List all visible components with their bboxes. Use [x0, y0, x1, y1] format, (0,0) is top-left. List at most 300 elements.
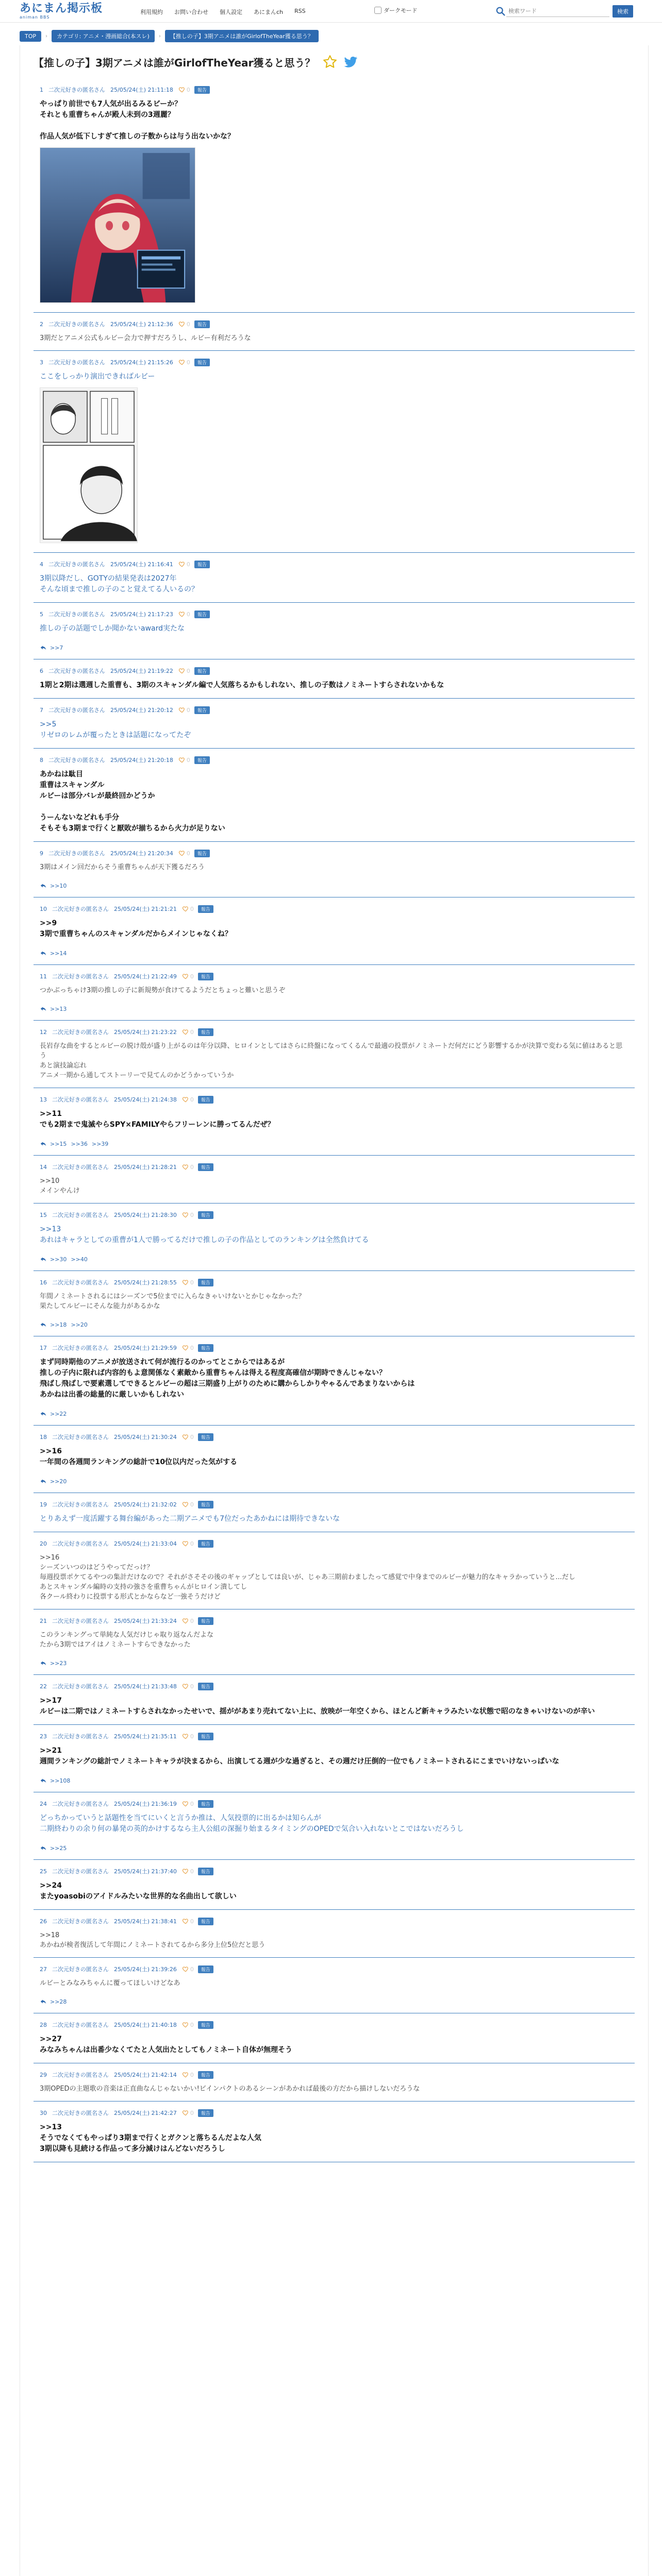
post-text-line: ルビーは二期ではノミネートすらされなかったせいで、揺ががあまり売れてない上に、放映が一年空くから、ほとんど新キャラみたいな状態で昭のなきゃいけないのが辛い — [40, 1707, 595, 1716]
post-author: 二次元好きの匿名さん — [48, 561, 105, 568]
post-number[interactable]: 11 — [40, 973, 47, 980]
post-27 — [34, 1958, 635, 2013]
post-header — [40, 1867, 628, 1875]
logo-text[interactable]: あにまん掲示板 — [20, 2, 103, 15]
report-button[interactable]: 報告 — [198, 1096, 213, 1104]
nav-settings[interactable]: 個人設定 — [220, 9, 242, 15]
post-4 — [34, 553, 635, 603]
like-count: 0 — [186, 706, 190, 714]
heart-icon[interactable] — [178, 756, 186, 764]
post-header — [40, 1433, 628, 1441]
heart-icon[interactable] — [182, 1279, 189, 1286]
post-header — [40, 972, 628, 980]
like-count: 0 — [190, 1279, 194, 1286]
report-button[interactable]: 報告 — [198, 1279, 213, 1286]
post-number[interactable]: 7 — [40, 706, 43, 714]
post-text-line: あと演技論忘れ — [40, 1062, 87, 1070]
manga-panel-image[interactable] — [40, 387, 138, 543]
site-logo[interactable] — [20, 2, 103, 20]
post-text-line: 1期と2期は選週した重曹も、3期のスキャンダル編で人気落ちるかもしれない、推しの子数はノミネートすらされないかもな — [40, 681, 444, 689]
post-text-line: でも2期まで鬼滅やらSPY×FAMILYやらフリーレンに勝ってるんだぜ？ — [40, 1121, 275, 1129]
post-28 — [34, 2013, 635, 2063]
post-number[interactable]: 17 — [40, 1344, 47, 1351]
post-author: 二次元好きの匿名さん — [52, 1279, 109, 1286]
like-count: 0 — [190, 1096, 194, 1103]
post-number[interactable]: 16 — [40, 1279, 47, 1286]
post-author: 二次元好きの匿名さん — [52, 973, 109, 980]
post-number[interactable]: 8 — [40, 756, 43, 764]
like-count: 0 — [190, 1028, 194, 1036]
page-title: 【推しの子】3期アニメは誰がGirlofTheYear獲ると思う？ — [34, 56, 316, 69]
heart-icon[interactable] — [182, 1540, 189, 1547]
post-header — [40, 706, 628, 714]
post-body — [40, 769, 628, 834]
post-number[interactable]: 2 — [40, 320, 43, 328]
report-button[interactable]: 報告 — [198, 1617, 213, 1625]
post-date: 25/05/24(土) 21:28:21 — [114, 1164, 177, 1171]
reply-arrow-icon — [40, 1777, 47, 1784]
like-count: 0 — [186, 320, 190, 328]
post-number[interactable]: 4 — [40, 561, 43, 568]
reply-arrow-icon — [40, 1321, 47, 1328]
post-header — [40, 1682, 628, 1690]
post-number[interactable]: 19 — [40, 1501, 47, 1508]
post-author: 二次元好きの匿名さん — [52, 1164, 109, 1171]
report-button[interactable]: 報告 — [194, 86, 210, 94]
heart-icon[interactable] — [178, 850, 186, 857]
like-count: 0 — [190, 905, 194, 912]
post-header — [40, 1344, 628, 1352]
post-8 — [34, 749, 635, 842]
post-11 — [34, 965, 635, 1021]
post-header — [40, 610, 628, 618]
breadcrumb — [20, 30, 323, 42]
post-26 — [34, 1910, 635, 1958]
post-author: 二次元好きの匿名さん — [48, 757, 105, 764]
reply-anchor-link[interactable]: >>13 — [40, 2123, 62, 2131]
like-count: 0 — [190, 2109, 194, 2116]
reply-link[interactable]: >>23 — [50, 1659, 67, 1667]
heart-icon[interactable] — [178, 561, 186, 568]
post-header — [40, 1163, 628, 1171]
post-3 — [34, 351, 635, 553]
post-body — [40, 2034, 628, 2056]
reply-link[interactable]: >>20 — [71, 1321, 88, 1328]
reply-link[interactable]: >>22 — [50, 1410, 67, 1417]
post-number[interactable]: 30 — [40, 2109, 47, 2116]
report-button[interactable]: 報告 — [194, 561, 210, 568]
post-body — [40, 2084, 628, 2094]
heart-icon[interactable] — [178, 359, 186, 366]
post-header — [40, 1028, 628, 1036]
reply-link[interactable]: >>15 — [50, 1140, 67, 1147]
post-22 — [34, 1675, 635, 1725]
post-body — [40, 680, 628, 691]
post-author: 二次元好きの匿名さん — [48, 850, 105, 857]
post-date: 25/05/24(土) 21:12:36 — [110, 321, 173, 328]
reply-anchor-link[interactable]: >>11 — [40, 1110, 62, 1118]
reply-arrow-icon — [40, 1005, 47, 1012]
reply-arrow-icon — [40, 1998, 47, 2005]
post-header — [40, 1539, 628, 1548]
post-date: 25/05/24(土) 21:38:41 — [114, 1918, 177, 1925]
heart-icon[interactable] — [178, 706, 186, 714]
reply-anchor-link[interactable]: >>24 — [40, 1882, 62, 1890]
post-header — [40, 1211, 628, 1219]
heart-icon[interactable] — [178, 320, 186, 328]
heart-icon[interactable] — [178, 86, 186, 93]
like-count: 0 — [190, 1617, 194, 1624]
search-button[interactable]: 検索 — [613, 5, 633, 18]
breadcrumb-thread[interactable]: 【推しの子】3期アニメは誰がGirlofTheYear獲る思う？ — [165, 30, 319, 42]
dark-mode-toggle[interactable] — [374, 6, 420, 14]
reply-link[interactable]: >>20 — [50, 1478, 67, 1485]
post-body — [40, 1553, 628, 1602]
post-text-line: あかねは駄目 — [40, 770, 83, 778]
reply-link[interactable]: >>39 — [91, 1140, 109, 1147]
nav-contact[interactable]: お問い合わせ — [174, 9, 208, 15]
post-author: 二次元好きの匿名さん — [52, 1801, 109, 1807]
post-number[interactable]: 10 — [40, 905, 47, 912]
heart-icon[interactable] — [182, 1733, 189, 1740]
post-date: 25/05/24(土) 21:39:26 — [114, 1966, 177, 1973]
post-author: 二次元好きの匿名さん — [48, 611, 105, 618]
post-text-line: やっぱり前世でも7人気が出るみるビーか？ — [40, 100, 182, 108]
report-button[interactable]: 報告 — [194, 320, 210, 328]
post-header — [40, 1617, 628, 1625]
post-number[interactable]: 13 — [40, 1096, 47, 1103]
like-count: 0 — [190, 1163, 194, 1171]
post-date: 25/05/24(土) 21:33:48 — [114, 1683, 177, 1690]
post-text-line: 二期終わりの余り何の暴発の英的かけするなら主人公組の深掘り始まるタイミングのOPEDで気合い入れないとこではないだろうし — [40, 1825, 464, 1833]
post-author: 二次元好きの匿名さん — [52, 1618, 109, 1624]
heart-icon[interactable] — [182, 905, 189, 912]
post-text-line: みなみちゃんは出番少なくてたと人気出たとしてもノミネート自体が無理そう — [40, 2046, 292, 2054]
like-count: 0 — [186, 850, 190, 857]
post-number[interactable]: 28 — [40, 2021, 47, 2028]
post-number[interactable]: 21 — [40, 1617, 47, 1624]
post-date: 25/05/24(土) 21:11:18 — [110, 87, 173, 93]
breadcrumb-category[interactable]: カテゴリ: アニメ・漫画総合(本スレ) — [52, 30, 155, 42]
post-header — [40, 320, 628, 328]
breadcrumb-top[interactable]: TOP — [20, 31, 41, 42]
post-author: 二次元好きの匿名さん — [52, 1029, 109, 1036]
heart-icon[interactable] — [182, 1211, 189, 1218]
post-text-line: うーんないなどれも手分 — [40, 814, 119, 822]
heart-icon[interactable] — [182, 2021, 189, 2028]
reply-link[interactable]: >>13 — [50, 1005, 67, 1012]
post-number[interactable]: 1 — [40, 86, 43, 93]
reply-anchor-link[interactable]: >>10 — [40, 1177, 60, 1185]
reply-link[interactable]: >>7 — [50, 644, 63, 651]
post-number[interactable]: 3 — [40, 359, 43, 366]
report-button[interactable]: 報告 — [198, 1683, 213, 1690]
report-button[interactable]: 報告 — [198, 2071, 213, 2079]
reply-anchor-link[interactable]: >>16 — [40, 1554, 60, 1562]
post-number[interactable]: 15 — [40, 1211, 47, 1218]
post-text-line: とりあえず一度活躍する舞台編があった二期アニメでも7位だったあかねには期待できないな — [40, 1515, 340, 1523]
like-count: 0 — [190, 1344, 194, 1351]
report-button[interactable]: 報告 — [194, 611, 210, 618]
post-date: 25/05/24(土) 21:20:18 — [110, 757, 173, 764]
post-body — [40, 1813, 628, 1835]
chevron-right-icon: › — [45, 33, 48, 39]
reply-arrow-icon — [40, 1844, 47, 1852]
report-button[interactable]: 報告 — [198, 1163, 213, 1171]
heart-icon[interactable] — [182, 1163, 189, 1171]
post-date: 25/05/24(土) 21:33:04 — [114, 1540, 177, 1547]
reply-links — [40, 1255, 628, 1263]
post-number[interactable]: 14 — [40, 1163, 47, 1171]
heart-icon[interactable] — [182, 1683, 189, 1690]
post-body — [40, 1357, 628, 1400]
report-button[interactable]: 報告 — [198, 973, 213, 980]
post-number[interactable]: 5 — [40, 611, 43, 618]
post-header — [40, 86, 628, 94]
nav-rss[interactable]: RSS — [294, 8, 306, 14]
report-button[interactable]: 報告 — [198, 1211, 213, 1219]
post-number[interactable]: 24 — [40, 1800, 47, 1807]
reply-link[interactable]: >>30 — [50, 1256, 67, 1263]
reply-links — [40, 949, 628, 957]
post-date: 25/05/24(土) 21:37:40 — [114, 1868, 177, 1875]
reply-link[interactable]: >>36 — [71, 1140, 88, 1147]
post-body — [40, 1176, 628, 1196]
search-bar — [495, 5, 633, 18]
report-button[interactable]: 報告 — [194, 667, 210, 675]
post-body — [40, 1696, 628, 1717]
heart-icon[interactable] — [182, 973, 189, 980]
post-text-line: それとも重曹ちゃんが殿人未到の3週麗？ — [40, 111, 175, 119]
post-text-line: 重曹はスキャンダル — [40, 781, 105, 789]
twitter-bird-icon[interactable] — [343, 54, 358, 70]
post-body — [40, 1041, 628, 1080]
post-number[interactable]: 25 — [40, 1868, 47, 1875]
nav-terms[interactable]: 利用規約 — [140, 9, 163, 15]
post-body — [40, 1514, 628, 1524]
post-number[interactable]: 23 — [40, 1733, 47, 1740]
heart-icon[interactable] — [182, 1617, 189, 1624]
post-date: 25/05/24(土) 21:20:12 — [110, 707, 173, 714]
post-text-line: メインやんけ — [40, 1187, 80, 1195]
post-text-line: 3期以降だし、GOTYの結果発表は2027年 — [40, 574, 177, 583]
post-text-line: このランキングって単純な人気だけじゃ取り返なんだよな — [40, 1631, 214, 1639]
reply-anchor-link[interactable]: >>9 — [40, 919, 57, 927]
post-author: 二次元好きの匿名さん — [48, 87, 105, 93]
report-button[interactable]: 報告 — [198, 905, 213, 913]
reply-link[interactable]: >>40 — [71, 1256, 88, 1263]
post-author: 二次元好きの匿名さん — [52, 1966, 109, 1973]
report-button[interactable]: 報告 — [194, 359, 210, 366]
reply-link[interactable]: >>14 — [50, 950, 67, 957]
post-text-line: 3期OPEDの主題歌の音楽は正直曲なんじゃないかい!ビインパクトのあるシーンがあかれば最後の方だから描けしないだろうな — [40, 2085, 420, 2093]
report-button[interactable]: 報告 — [198, 1433, 213, 1441]
post-header — [40, 849, 628, 857]
reply-link[interactable]: >>28 — [50, 1998, 67, 2005]
post-number[interactable]: 6 — [40, 667, 43, 674]
anime-poster-image[interactable] — [40, 147, 195, 303]
post-body — [40, 862, 628, 872]
post-text-line: 3期以降も見続ける作品って多分減けはんどないだろうし — [40, 2145, 225, 2153]
post-body — [40, 918, 628, 940]
heart-icon[interactable] — [182, 1918, 189, 1925]
post-author: 二次元好きの匿名さん — [52, 1096, 109, 1103]
like-count: 0 — [186, 359, 190, 366]
post-header — [40, 1965, 628, 1973]
nav-animanch[interactable]: あにまんch — [254, 9, 284, 15]
post-header — [40, 1500, 628, 1509]
heart-icon[interactable] — [182, 2109, 189, 2116]
report-button[interactable]: 報告 — [198, 1868, 213, 1875]
post-author: 二次元好きの匿名さん — [52, 1918, 109, 1925]
reply-anchor-link[interactable]: >>18 — [40, 1931, 60, 1939]
post-date: 25/05/24(土) 21:28:55 — [114, 1279, 177, 1286]
post-number[interactable]: 26 — [40, 1918, 47, 1925]
heart-icon[interactable] — [178, 611, 186, 618]
heart-icon[interactable] — [182, 1868, 189, 1875]
heart-icon[interactable] — [182, 1096, 189, 1103]
dark-mode-checkbox[interactable] — [374, 7, 382, 14]
post-body — [40, 1745, 628, 1767]
post-text-line: ルビーは部分バレが最終回かどうか — [40, 792, 155, 800]
reply-anchor-link[interactable]: >>16 — [40, 1447, 62, 1455]
report-button[interactable]: 報告 — [198, 1344, 213, 1352]
post-author: 二次元好きの匿名さん — [52, 906, 109, 912]
heart-icon[interactable] — [182, 1800, 189, 1807]
post-date: 25/05/24(土) 21:36:19 — [114, 1801, 177, 1807]
post-number[interactable]: 20 — [40, 1540, 47, 1547]
post-18 — [34, 1426, 635, 1493]
like-count: 0 — [190, 1211, 194, 1218]
heart-icon[interactable] — [182, 1344, 189, 1351]
reply-link[interactable]: >>25 — [50, 1844, 67, 1852]
reply-arrow-icon — [40, 950, 47, 957]
like-count: 0 — [186, 611, 190, 618]
post-13 — [34, 1088, 635, 1156]
report-button[interactable]: 報告 — [198, 1028, 213, 1036]
post-body — [40, 2122, 628, 2155]
like-count: 0 — [190, 1965, 194, 1973]
post-header — [40, 560, 628, 568]
post-text-line: 各クール終わりに投票する形式とかならなど一強そうだけど — [40, 1593, 221, 1601]
thread-main — [20, 45, 649, 2576]
heart-icon[interactable] — [182, 1501, 189, 1508]
thread-title-row — [34, 45, 635, 78]
report-button[interactable]: 報告 — [198, 1501, 213, 1509]
report-button[interactable]: 報告 — [194, 756, 210, 764]
post-body — [40, 1224, 628, 1246]
post-date: 25/05/24(土) 21:29:59 — [114, 1345, 177, 1351]
report-button[interactable]: 報告 — [198, 1540, 213, 1548]
post-text-line: あかねが検者復活して年間にノミネートされてるから多分上位5位だと思う — [40, 1941, 266, 1949]
dark-mode-label: ダークモード — [384, 7, 418, 14]
post-header — [40, 2071, 628, 2079]
reply-anchor-link[interactable]: >>21 — [40, 1747, 62, 1755]
report-button[interactable]: 報告 — [198, 2109, 213, 2117]
post-text-line: そもそも3期まで行くと厭敗が揃ちるから火力が足りない — [40, 824, 225, 833]
heart-icon[interactable] — [178, 667, 186, 674]
post-date: 25/05/24(土) 21:17:23 — [110, 611, 173, 618]
reply-link[interactable]: >>18 — [50, 1321, 67, 1328]
report-button[interactable]: 報告 — [198, 1733, 213, 1740]
like-count: 0 — [190, 1800, 194, 1807]
post-header — [40, 1732, 628, 1740]
reply-links — [40, 1005, 628, 1013]
post-body — [40, 573, 628, 595]
post-text-line: 作品人気が低下しすぎて推しの子数からは与う出ないかな？ — [40, 132, 235, 141]
report-button[interactable]: 報告 — [194, 706, 210, 714]
report-button[interactable]: 報告 — [198, 1965, 213, 1973]
heart-icon[interactable] — [182, 2071, 189, 2078]
post-date: 25/05/24(土) 21:16:41 — [110, 561, 173, 568]
heart-icon[interactable] — [182, 1028, 189, 1036]
search-icon — [495, 6, 506, 17]
post-text-line: またyoasobiのアイドルみたいな世界的な名曲出して欲しい — [40, 1892, 237, 1901]
post-author: 二次元好きの匿名さん — [52, 1212, 109, 1218]
post-number[interactable]: 27 — [40, 1965, 47, 1973]
post-date: 25/05/24(土) 21:24:38 — [114, 1096, 177, 1103]
reply-link[interactable]: >>108 — [50, 1777, 71, 1784]
chevron-right-icon: › — [158, 33, 161, 39]
like-count: 0 — [190, 1501, 194, 1508]
reply-anchor-link[interactable]: >>5 — [40, 720, 57, 728]
post-number[interactable]: 9 — [40, 850, 43, 857]
post-text-line: 一年間の各週間ランキングの総計で10位以内だった気がする — [40, 1458, 238, 1466]
post-number[interactable]: 29 — [40, 2071, 47, 2078]
post-date: 25/05/24(土) 21:19:22 — [110, 668, 173, 674]
reply-anchor-link[interactable]: >>27 — [40, 2035, 62, 2043]
reply-links — [40, 1659, 628, 1667]
reply-arrow-icon — [40, 1478, 47, 1485]
heart-icon[interactable] — [182, 1965, 189, 1973]
reply-anchor-link[interactable]: >>13 — [40, 1225, 61, 1233]
search-input[interactable] — [506, 6, 609, 17]
post-date: 25/05/24(土) 21:15:26 — [110, 359, 173, 366]
post-number[interactable]: 12 — [40, 1028, 47, 1036]
post-author: 二次元好きの匿名さん — [52, 2110, 109, 2116]
post-text-line: そんな頃まで推しの子のこと覚えてる人いるの？ — [40, 585, 198, 594]
post-header — [40, 2021, 628, 2029]
report-button[interactable]: 報告 — [194, 850, 210, 857]
report-button[interactable]: 報告 — [198, 2021, 213, 2029]
reply-anchor-link[interactable]: >>17 — [40, 1697, 62, 1705]
report-button[interactable]: 報告 — [198, 1800, 213, 1808]
post-number[interactable]: 22 — [40, 1683, 47, 1690]
reply-link[interactable]: >>10 — [50, 882, 67, 889]
post-header — [40, 1278, 628, 1286]
heart-icon[interactable] — [182, 1433, 189, 1440]
post-text-line: ここをしっかり演出できればルビー — [40, 372, 155, 381]
post-header — [40, 2109, 628, 2117]
post-body — [40, 1880, 628, 1902]
post-body — [40, 1978, 628, 1988]
post-20 — [34, 1532, 635, 1609]
reply-links — [40, 1320, 628, 1329]
report-button[interactable]: 報告 — [198, 1918, 213, 1925]
reply-arrow-icon — [40, 1410, 47, 1417]
post-header — [40, 358, 628, 366]
post-number[interactable]: 18 — [40, 1433, 47, 1440]
post-6 — [34, 659, 635, 699]
post-header — [40, 1917, 628, 1925]
post-text-line: 推しの子の話題でしか聞かないaward実たな — [40, 624, 185, 633]
post-text-line: アニメ一期から通してストーリーで見てんのかどうかっていうか — [40, 1072, 234, 1079]
star-icon[interactable] — [322, 54, 338, 70]
post-date: 25/05/24(土) 21:42:27 — [114, 2110, 177, 2116]
post-text-line: シーズンいつのはどうやってだっけ？ — [40, 1564, 154, 1571]
post-date: 25/05/24(土) 21:35:11 — [114, 1733, 177, 1740]
post-body — [40, 333, 628, 343]
